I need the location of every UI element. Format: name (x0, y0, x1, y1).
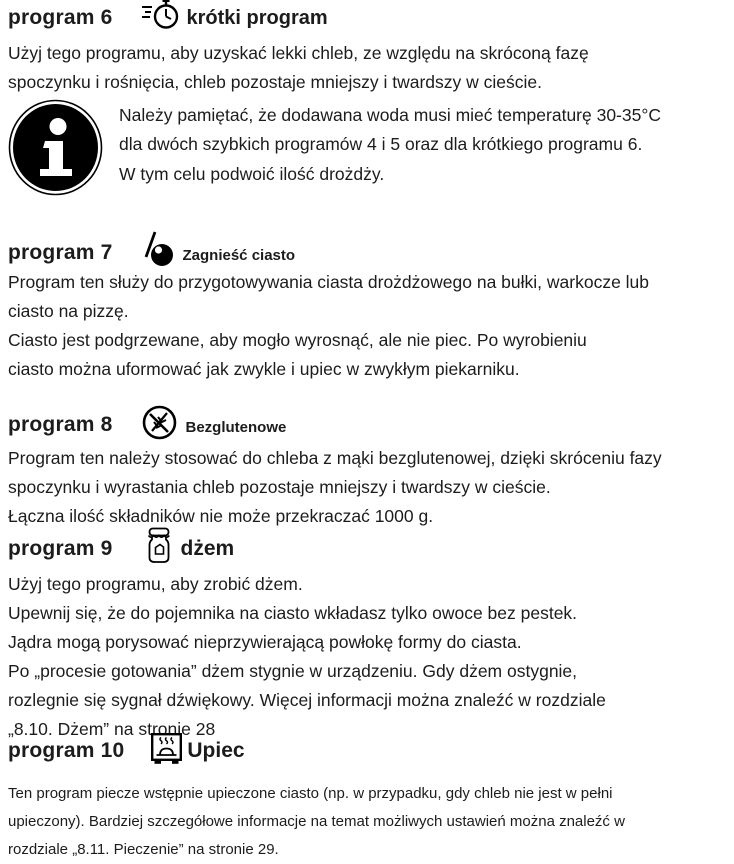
body-line: „8.10. Dżem” na stronie 28 (8, 719, 216, 739)
program-7-title: program 7 (8, 241, 113, 264)
section-program-10 (8, 735, 722, 864)
info-line: W tym celu podwoić ilość drożdży. (119, 163, 385, 184)
body-line: Użyj tego programu, aby uzyskać lekki chleb, ze względu na skróconą fazę (8, 43, 589, 63)
program-10-title: program 10 (8, 739, 125, 762)
program-9-title: program 9 (8, 537, 113, 560)
body-line: Jądra mogą porysować nieprzywierającą powłokę formy do ciasta. (8, 632, 522, 652)
body-line: Po „procesie gotowania” dżem stygnie w urządzeniu. Gdy dżem ostygnie, (8, 661, 578, 681)
section-program-7 (8, 237, 722, 384)
body-line: ciasto można uformować jak zwykle i upiec w zwykłym piekarniku. (8, 359, 520, 379)
info-note (8, 99, 722, 196)
program-6-subtitle: krótki program (186, 7, 328, 29)
section-program-6 (8, 2, 722, 97)
info-line: Należy pamiętać, że dodawana woda musi mieć temperaturę 30-35°C (119, 105, 661, 125)
body-line: rozlegnie się sygnał dźwiękowy. Więcej informacji można znaleźć w rozdziale (8, 690, 606, 710)
program-10-description (8, 780, 722, 864)
program-9-subtitle: dżem (180, 537, 235, 560)
body-line: Program ten służy do przygotowywania ciasta drożdżowego na bułki, warkocze lub (8, 272, 650, 292)
bake-oven-icon (150, 732, 183, 766)
body-line: Upewnij się, że do pojemnika na ciasto wkładasz tylko owoce bez pestek. (8, 603, 578, 623)
program-7-subtitle: Zagnieść ciasto (182, 247, 296, 264)
program-8-subtitle: Bezglutenowe (185, 419, 287, 436)
body-line: Łączna ilość składników nie może przekraczać 1000 g. (8, 506, 434, 526)
program-7-heading (8, 237, 722, 267)
program-10-heading (8, 735, 722, 765)
body-line: Program ten należy stosować do chleba z mąki bezglutenowej, dzięki skróceniu fazy (8, 448, 662, 468)
program-10-subtitle: Upiec (187, 739, 245, 762)
body-line: rozdziale „8.11. Pieczenie” na stronie 29. (8, 841, 279, 858)
body-line: Użyj tego programu, aby zrobić dżem. (8, 574, 303, 594)
program-8-heading (8, 409, 722, 439)
program-8-description (8, 444, 722, 531)
body-line: upieczony). Bardziej szczegółowe informacje na temat możliwych ustawień można znaleźć w (8, 813, 625, 830)
body-line: Ciasto jest podgrzewane, aby mogło wyrosnąć, ale nie piec. Po wyrobieniu (8, 330, 587, 350)
info-icon (8, 99, 103, 196)
program-6-title: program 6 (8, 6, 113, 29)
program-9-heading (8, 533, 722, 563)
gluten-free-icon (141, 404, 178, 441)
info-line: dla dwóch szybkich programów 4 i 5 oraz dla krótkiego programu 6. (119, 134, 643, 155)
program-6-description (8, 39, 722, 97)
program-7-description (8, 268, 722, 384)
program-8-title: program 8 (8, 413, 113, 436)
program-9-description (8, 570, 722, 744)
body-line: ciasto na pizzę. (8, 301, 129, 321)
jam-jar-icon (145, 527, 173, 564)
body-line: spoczynku i rośnięcia, chleb pozostaje mniejszy i twardszy w cieście. (8, 72, 542, 92)
program-6-heading (8, 2, 722, 32)
section-program-9 (8, 533, 722, 744)
body-line: Ten program piecze wstępnie upieczone ciasto (np. w przypadku, gdy chleb nie jest w pełni (8, 785, 613, 802)
section-program-8 (8, 409, 722, 531)
knead-dough-icon (141, 231, 175, 267)
body-line: spoczynku i wyrastania chleb pozostaje mniejszy i twardszy w cieście. (8, 477, 551, 497)
stopwatch-icon (141, 0, 179, 31)
info-note-text (119, 101, 661, 189)
